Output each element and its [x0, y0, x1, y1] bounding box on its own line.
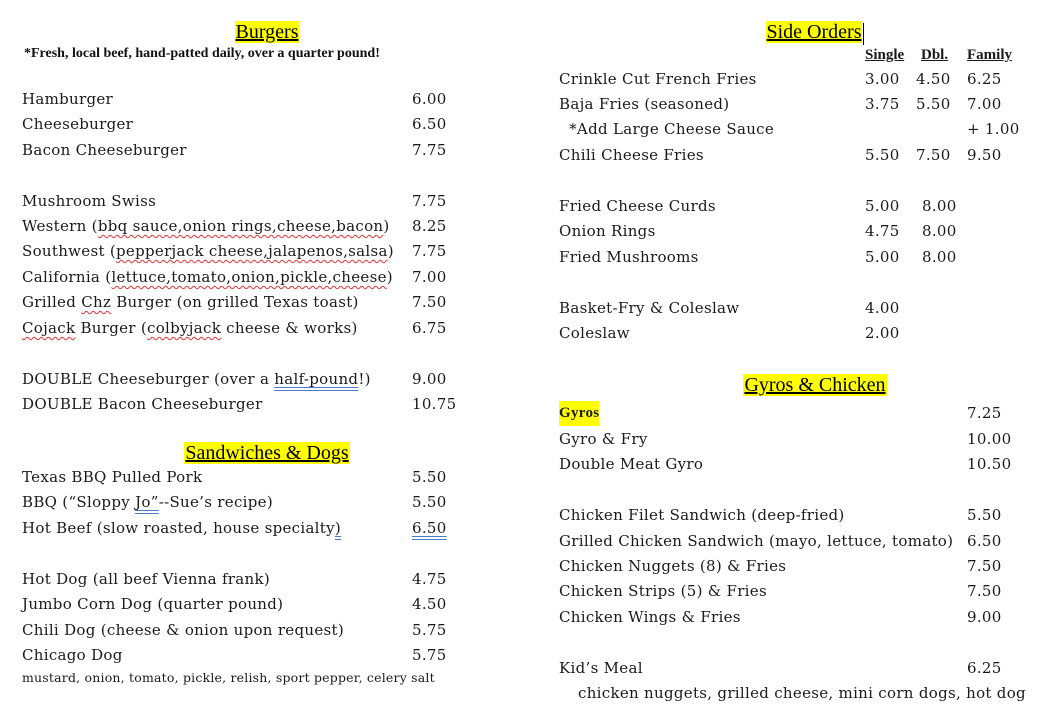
price-single: 4.75 [865, 222, 900, 240]
item-price: 6.50 [967, 532, 1002, 550]
item-price: 10.50 [967, 455, 1012, 473]
sandwiches-title: Sandwiches & Dogs [185, 442, 349, 464]
item-price: 4.75 [412, 570, 447, 588]
menu-item [22, 112, 502, 137]
item-price: 6.50 [412, 115, 447, 133]
price-single: 5.00 [865, 248, 900, 266]
name-text: Southwest ( [22, 242, 117, 260]
item-price: 5.75 [412, 621, 447, 639]
item-price: 6.25 [967, 659, 1002, 677]
menu-item [559, 194, 1039, 219]
menu-item [559, 143, 1039, 168]
item-price: 5.50 [412, 493, 447, 511]
menu-item [559, 296, 1039, 321]
item-name [22, 265, 393, 290]
price-family: 7.00 [967, 95, 1002, 113]
item-name: Chicken Strips (5) & Fries [559, 582, 767, 600]
item-name: Kid’s Meal [559, 659, 643, 677]
item-price: 7.75 [412, 242, 447, 260]
name-text-flagged: colbyjack [147, 319, 222, 337]
name-text: ) [387, 242, 394, 260]
item-name: Chili Dog (cheese & onion upon request) [22, 621, 344, 639]
menu-item [559, 321, 1039, 346]
item-name [22, 367, 371, 392]
menu-item [22, 265, 502, 290]
menu-item [559, 529, 1039, 554]
item-name: Chili Cheese Fries [559, 146, 704, 164]
name-text-flagged: ) [334, 519, 342, 537]
item-price: 7.00 [412, 268, 447, 286]
price-dbl: 5.50 [916, 95, 951, 113]
item-name [22, 316, 358, 341]
menu-item [559, 401, 1039, 426]
item-name: Gyro & Fry [559, 430, 648, 448]
item-name: Onion Rings [559, 222, 656, 240]
price-dbl: 8.00 [922, 248, 957, 266]
item-name [22, 290, 359, 315]
price-family: + 1.00 [967, 120, 1020, 138]
item-name: Chicken Nuggets (8) & Fries [559, 557, 787, 575]
menu-item [22, 189, 502, 214]
col-header-family: Family [967, 47, 1012, 63]
price-dbl: 4.50 [916, 70, 951, 88]
item-name: Fried Cheese Curds [559, 197, 716, 215]
name-text: California ( [22, 268, 112, 286]
item-price: 5.75 [412, 646, 447, 664]
name-text-flagged: bbq sauce,onion rings,cheese,bacon [97, 217, 384, 235]
item-price: 7.75 [412, 192, 447, 210]
price-single: 5.00 [865, 197, 900, 215]
name-text: ) [386, 268, 393, 286]
menu-item [559, 117, 1039, 142]
item-price: 8.25 [412, 217, 447, 235]
gyros-title: Gyros & Chicken [744, 374, 886, 396]
price-single: 3.75 [865, 95, 900, 113]
sandwiches-heading [22, 441, 512, 465]
item-name: Baja Fries (seasoned) [559, 95, 730, 113]
price-single: 3.00 [865, 70, 900, 88]
name-text: --Sue’s recipe) [158, 493, 273, 511]
menu-item [22, 138, 502, 163]
item-name: Grilled Chicken Sandwich (mayo, lettuce, tomato) [559, 532, 954, 550]
col-header-single: Single [865, 47, 905, 63]
menu-item [559, 245, 1039, 270]
price-family: 9.50 [967, 146, 1002, 164]
item-name: Chicken Wings & Fries [559, 608, 741, 626]
item-price: 7.75 [412, 141, 447, 159]
menu-item [559, 554, 1039, 579]
burgers-title: Burgers [235, 21, 299, 43]
item-price: 6.00 [412, 90, 447, 108]
price-single: 2.00 [865, 324, 900, 342]
kids-meal-note [578, 681, 1048, 706]
item-price: 7.50 [412, 293, 447, 311]
item-name: Chicken Filet Sandwich (deep-fried) [559, 506, 845, 524]
price-dbl: 7.50 [916, 146, 951, 164]
menu-item [559, 656, 1039, 681]
menu-item [22, 87, 502, 112]
menu-item [559, 67, 1039, 92]
item-name: Basket-Fry & Coleslaw [559, 299, 740, 317]
name-text: ) [383, 217, 390, 235]
item-price: 4.50 [412, 595, 447, 613]
name-text: Western ( [22, 217, 98, 235]
item-name: Cheeseburger [22, 115, 134, 133]
item-name: *Add Large Cheese Sauce [559, 120, 775, 138]
item-price: 5.50 [412, 468, 447, 486]
menu-item [22, 367, 502, 392]
menu-item [22, 643, 502, 668]
item-price: 9.00 [967, 608, 1002, 626]
price-dbl: 8.00 [922, 222, 957, 240]
item-name: Double Meat Gyro [559, 455, 704, 473]
menu-item [22, 618, 502, 643]
item-name: Coleslaw [559, 324, 630, 342]
menu-item [22, 214, 502, 239]
menu-item [22, 516, 502, 541]
item-price: 10.75 [412, 395, 457, 413]
item-name: Chicago Dog [22, 646, 123, 664]
name-text-flagged: lettuce,tomato,onion,pickle,cheese [111, 268, 387, 286]
menu-item [559, 92, 1039, 117]
item-name [22, 490, 273, 515]
item-price: 6.50 [412, 519, 447, 537]
sides-title: Side Orders [766, 21, 862, 43]
menu-item [22, 290, 502, 315]
menu-item [559, 579, 1039, 604]
menu-item [559, 219, 1039, 244]
menu-item [22, 490, 502, 515]
item-name: Texas BBQ Pulled Pork [22, 468, 203, 486]
item-name: Mushroom Swiss [22, 192, 157, 210]
col-header-dbl: Dbl. [921, 47, 949, 63]
item-price: 7.25 [967, 404, 1002, 422]
item-name: Hot Dog (all beef Vienna frank) [22, 570, 271, 588]
item-name: Bacon Cheeseburger [22, 141, 187, 159]
name-text: DOUBLE Cheeseburger (over a [22, 370, 275, 388]
burgers-heading [22, 20, 512, 44]
menu-item [22, 239, 502, 264]
item-price: 9.00 [412, 370, 447, 388]
text-cursor [863, 23, 864, 45]
menu-item [22, 567, 502, 592]
name-text-flagged: Chz [81, 293, 112, 311]
menu-item [22, 392, 502, 417]
item-price: 10.00 [967, 430, 1012, 448]
item-price: 5.50 [967, 506, 1002, 524]
name-text-flagged: Cojack [22, 319, 76, 337]
item-name: Fried Mushrooms [559, 248, 699, 266]
name-text-flagged: half-pound [274, 370, 359, 388]
price-single: 4.00 [865, 299, 900, 317]
menu-item [559, 503, 1039, 528]
kids-meal-options: chicken nuggets, grilled cheese, mini corn dogs, hot dog [578, 684, 1026, 702]
menu-item [22, 592, 502, 617]
name-text-flagged: pepperjack cheese,jalapenos,salsa [116, 242, 388, 260]
price-dbl: 8.00 [922, 197, 957, 215]
menu-item [22, 316, 502, 341]
item-name: DOUBLE Bacon Cheeseburger [22, 395, 263, 413]
item-price: 7.50 [967, 582, 1002, 600]
item-name [22, 214, 390, 239]
name-text: Grilled [22, 293, 82, 311]
name-text: !) [358, 370, 371, 388]
menu-item [559, 452, 1039, 477]
name-text: Burger ( [75, 319, 147, 337]
burgers-note: *Fresh, local beef, hand-patted daily, over a quarter pound! [24, 46, 380, 61]
item-name: Hamburger [22, 90, 114, 108]
menu-item [559, 427, 1039, 452]
sides-heading [559, 20, 1059, 45]
item-price: 7.50 [967, 557, 1002, 575]
name-text-flagged: Jo” [135, 493, 159, 511]
price-family: 6.25 [967, 70, 1002, 88]
item-price: 6.75 [412, 319, 447, 337]
name-text: Burger (on grilled Texas toast) [111, 293, 359, 311]
item-name: Crinkle Cut French Fries [559, 70, 757, 88]
price-single: 5.50 [865, 146, 900, 164]
name-text: BBQ (“Sloppy [22, 493, 136, 511]
name-text: Hot Beef (slow roasted, house specialty [22, 519, 335, 537]
item-name [22, 516, 341, 541]
menu-item [22, 465, 502, 490]
menu-item [559, 605, 1039, 630]
gyros-heading [559, 373, 1059, 397]
item-name [22, 239, 394, 264]
name-text: cheese & works) [221, 319, 358, 337]
item-name: Gyros [559, 401, 599, 426]
chicago-dog-toppings: mustard, onion, tomato, pickle, relish, sport pepper, celery salt [22, 670, 435, 685]
item-name: Jumbo Corn Dog (quarter pound) [22, 595, 284, 613]
